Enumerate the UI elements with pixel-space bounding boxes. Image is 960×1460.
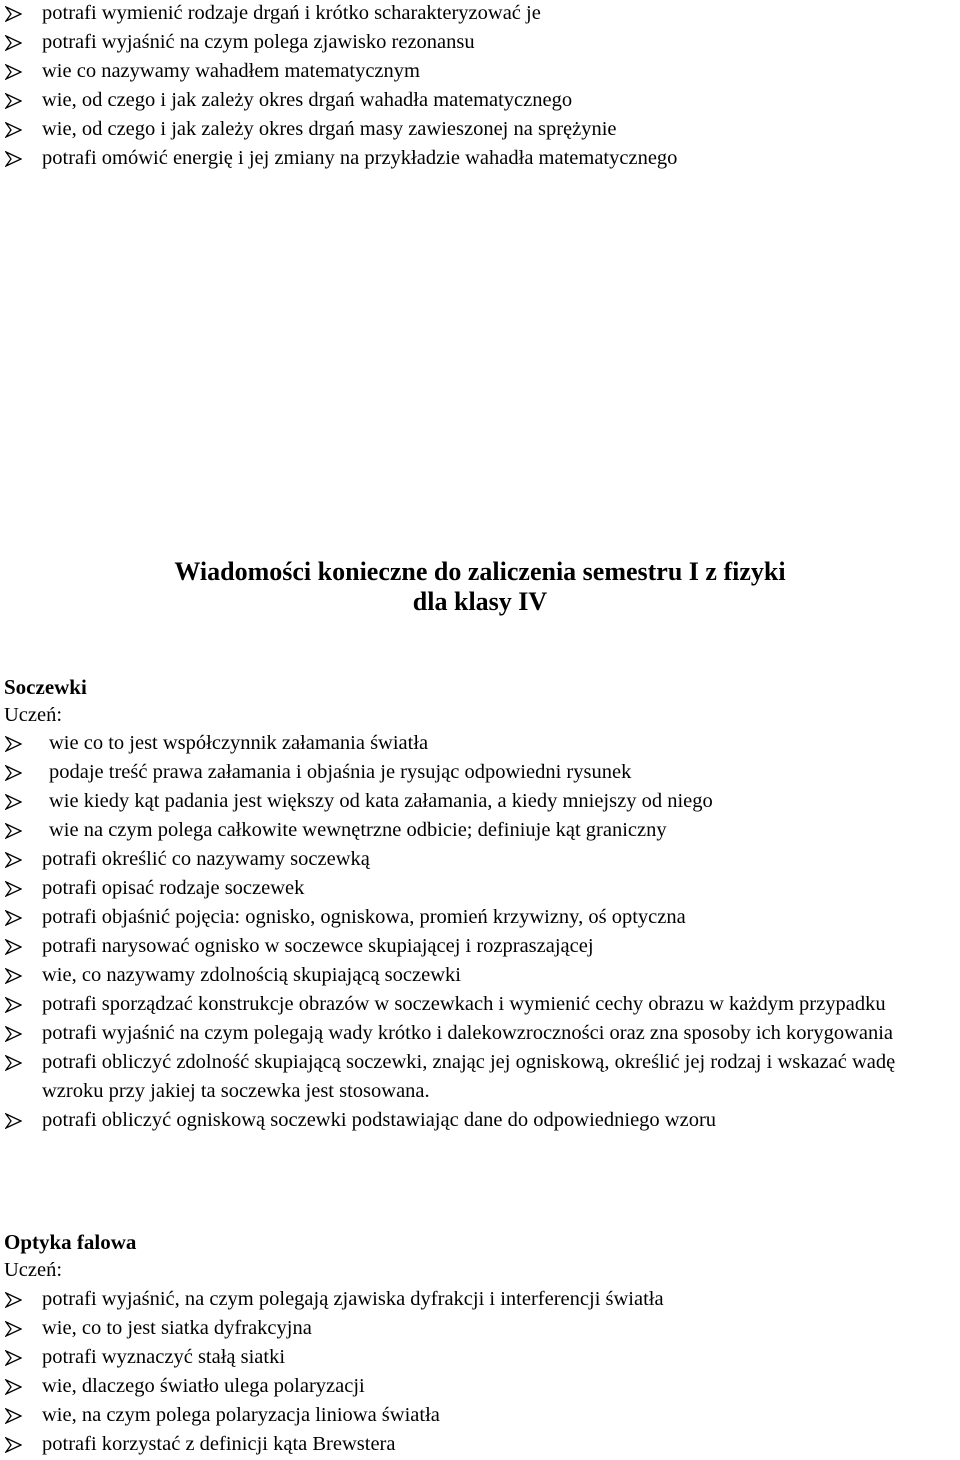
arrowhead-bullet-icon <box>5 1026 22 1042</box>
list-item-text: potrafi korzystać z definicji kąta Brewstera <box>42 1433 396 1455</box>
list-item-text: potrafi obliczyć ogniskową soczewki podstawiając dane do odpowiedniego wzoru <box>42 1109 717 1131</box>
arrowhead-bullet-icon <box>5 997 22 1013</box>
list-item <box>0 28 960 57</box>
list-item <box>0 961 960 990</box>
lenses-list-main <box>0 845 960 1135</box>
list-item-text: potrafi sporządzać konstrukcje obrazów w soczewkach i wymienić cechy obrazu w każdym przypadku <box>42 993 886 1015</box>
list-item <box>0 787 960 816</box>
list-item-text: wie na czym polega całkowite wewnętrzne odbicie; definiuje kąt graniczny <box>49 819 667 841</box>
arrowhead-bullet-icon <box>5 1350 22 1366</box>
list-item-text: potrafi omówić energię i jej zmiany na przykładzie wahadła matematycznego <box>42 147 678 169</box>
arrowhead-bullet-icon <box>5 1113 22 1129</box>
list-item <box>0 1430 960 1459</box>
section-heading-wave-optics: Optyka falowa <box>4 1230 137 1254</box>
arrowhead-bullet-icon <box>5 1055 22 1071</box>
list-item <box>0 729 960 758</box>
list-item-text: podaje treść prawa załamania i objaśnia je rysując odpowiedni rysunek <box>49 761 632 783</box>
list-item <box>0 932 960 961</box>
arrowhead-bullet-icon <box>5 939 22 955</box>
list-item <box>0 874 960 903</box>
arrowhead-bullet-icon <box>5 1379 22 1395</box>
list-item <box>0 1343 960 1372</box>
student-label-wave-optics: Uczeń: <box>4 1259 63 1281</box>
list-item-text: wie, co nazywamy zdolnością skupiającą soczewki <box>42 964 461 986</box>
list-item <box>0 86 960 115</box>
arrowhead-bullet-icon <box>5 64 22 80</box>
top-list <box>0 0 960 173</box>
list-item <box>0 1285 960 1314</box>
list-item <box>0 990 960 1019</box>
list-item-text: potrafi wyjaśnić, na czym polegają zjawiska dyfrakcji i interferencji światła <box>42 1288 664 1310</box>
list-item-text: potrafi wyjaśnić na czym polega zjawisko rezonansu <box>42 31 475 53</box>
arrowhead-bullet-icon <box>5 881 22 897</box>
list-item-text: potrafi wyznaczyć stałą siatki <box>42 1346 286 1368</box>
arrowhead-bullet-icon <box>5 122 22 138</box>
list-item-text: wie co to jest współczynnik załamania światła <box>49 732 429 754</box>
list-item-text: wie, co to jest siatka dyfrakcyjna <box>42 1317 312 1339</box>
list-item <box>0 1019 960 1048</box>
list-item <box>0 1106 960 1135</box>
arrowhead-bullet-icon <box>5 1437 22 1453</box>
section-heading-lenses: Soczewki <box>4 675 87 699</box>
lenses-list-indented <box>0 729 960 845</box>
list-item-text: wie kiedy kąt padania jest większy od kata załamania, a kiedy mniejszy od niego <box>49 790 713 812</box>
list-item <box>0 1048 960 1106</box>
list-item-text: wie, od czego i jak zależy okres drgań masy zawieszonej na sprężynie <box>42 118 617 140</box>
arrowhead-bullet-icon <box>5 823 22 839</box>
list-item <box>0 845 960 874</box>
list-item <box>0 816 960 845</box>
list-item-text: wie, dlaczego światło ulega polaryzacji <box>42 1375 365 1397</box>
list-item-text: wie, od czego i jak zależy okres drgań wahadła matematycznego <box>42 89 573 111</box>
list-item <box>0 144 960 173</box>
list-item-text: wie co nazywamy wahadłem matematycznym <box>42 60 420 82</box>
arrowhead-bullet-icon <box>5 151 22 167</box>
arrowhead-bullet-icon <box>5 1292 22 1308</box>
list-item <box>0 903 960 932</box>
arrowhead-bullet-icon <box>5 1408 22 1424</box>
arrowhead-bullet-icon <box>5 736 22 752</box>
arrowhead-bullet-icon <box>5 1321 22 1337</box>
list-item <box>0 0 960 28</box>
list-item-text: wie, na czym polega polaryzacja liniowa światła <box>42 1404 440 1426</box>
lenses-list <box>0 729 960 1135</box>
arrowhead-bullet-icon <box>5 794 22 810</box>
list-item-text: potrafi opisać rodzaje soczewek <box>42 877 305 899</box>
list-item-text: potrafi objaśnić pojęcia: ognisko, ogniskowa, promień krzywizny, oś optyczna <box>42 906 686 928</box>
list-item <box>0 1372 960 1401</box>
list-item-text: potrafi wymienić rodzaje drgań i krótko scharakteryzować je <box>42 2 541 24</box>
list-item <box>0 57 960 86</box>
wave-optics-list <box>0 1285 960 1459</box>
list-item-text: potrafi określić co nazywamy soczewką <box>42 848 370 870</box>
arrowhead-bullet-icon <box>5 852 22 868</box>
list-item <box>0 758 960 787</box>
arrowhead-bullet-icon <box>5 35 22 51</box>
page-title-line1: Wiadomości konieczne do zaliczenia semestru I z fizyki <box>174 557 786 586</box>
arrowhead-bullet-icon <box>5 910 22 926</box>
list-item-text: potrafi obliczyć zdolność skupiającą soczewki, znając jej ogniskową, określić jej rodzaj i wskazać wadę wzroku przy jakiej ta soczewka jest stosowana. <box>42 1051 896 1102</box>
arrowhead-bullet-icon <box>5 968 22 984</box>
arrowhead-bullet-icon <box>5 6 22 22</box>
list-item <box>0 1314 960 1343</box>
list-item <box>0 1401 960 1430</box>
list-item <box>0 115 960 144</box>
student-label-lenses: Uczeń: <box>4 704 63 726</box>
list-item-text: potrafi narysować ognisko w soczewce skupiającej i rozpraszającej <box>42 935 594 957</box>
list-item-text: potrafi wyjaśnić na czym polegają wady krótko i dalekowzroczności oraz zna sposoby ich korygowania <box>42 1022 894 1044</box>
page-title-line2: dla klasy IV <box>412 587 548 616</box>
page-title <box>0 557 960 617</box>
arrowhead-bullet-icon <box>5 765 22 781</box>
arrowhead-bullet-icon <box>5 93 22 109</box>
